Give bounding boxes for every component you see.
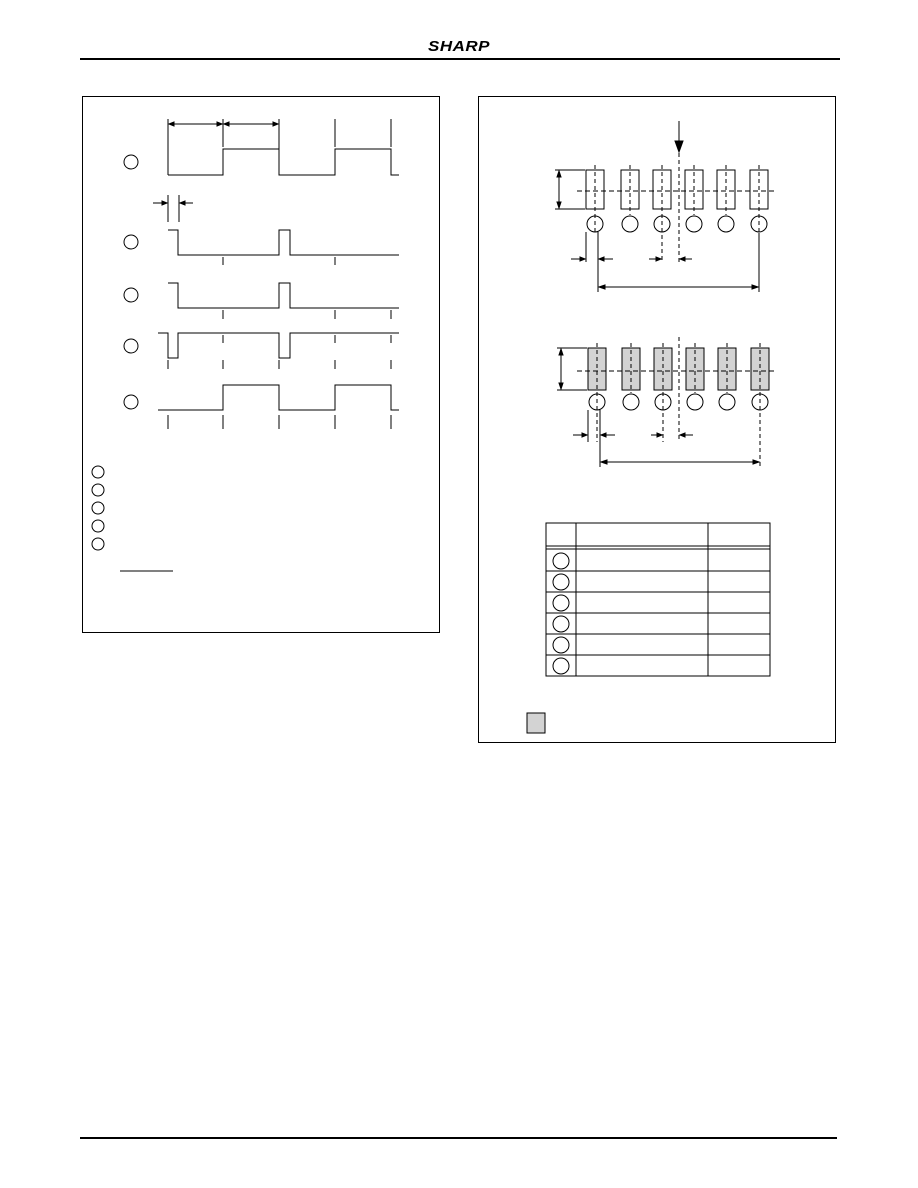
shaded-legend-swatch <box>527 713 545 733</box>
cell-top-1 <box>586 165 604 232</box>
cell-bottom-1 <box>588 343 606 442</box>
legend-marker-5 <box>92 538 104 550</box>
legend-marker-4 <box>92 520 104 532</box>
legend <box>92 466 173 571</box>
sharp-logo-graphic <box>0 34 918 58</box>
waveform-row-3-marker <box>124 288 138 302</box>
waveform-row-5 <box>158 385 399 410</box>
legend-marker-1 <box>92 466 104 478</box>
cell-bottom-4 <box>686 343 704 410</box>
bottom-reference-ticks <box>168 415 391 429</box>
cell-top-5 <box>717 165 735 232</box>
waveform-row-1 <box>168 149 399 175</box>
footer-rule <box>80 1137 837 1139</box>
table-row-6-marker <box>553 658 569 674</box>
cell-top-6 <box>750 165 768 232</box>
table-row-1-marker <box>553 553 569 569</box>
legend-marker-3 <box>92 502 104 514</box>
table-row-5-marker <box>553 637 569 653</box>
waveform-row-3 <box>168 283 399 308</box>
header-rule <box>80 58 840 60</box>
cell-top-3 <box>653 165 671 262</box>
waveform-row-4-marker <box>124 339 138 353</box>
table-row-2-marker <box>553 574 569 590</box>
timing-diagram <box>83 97 441 634</box>
cell-bottom-6 <box>751 343 769 467</box>
waveform-row-4 <box>158 333 399 358</box>
legend-marker-2 <box>92 484 104 496</box>
bottom-cell-row <box>557 337 775 467</box>
layout-diagram <box>479 97 837 744</box>
direction-arrow <box>675 121 683 152</box>
waveform-row-2-marker <box>124 235 138 249</box>
cell-bottom-5 <box>718 343 736 410</box>
waveform-row-1-marker <box>124 155 138 169</box>
table-row-3-marker <box>553 595 569 611</box>
cell-top-2 <box>621 165 639 232</box>
cell-bottom-2 <box>622 343 640 410</box>
timing-diagram-panel <box>82 96 440 633</box>
waveform-row-2 <box>168 230 399 255</box>
pulse-width-dimension <box>153 195 193 222</box>
cell-bottom-3 <box>654 343 672 442</box>
top-cell-row <box>555 153 775 292</box>
brand-name: SHARP <box>428 39 490 55</box>
cell-top-4 <box>685 165 703 232</box>
table-row-4-marker <box>553 616 569 632</box>
layout-diagram-panel <box>478 96 836 743</box>
pin-table <box>546 523 770 676</box>
waveform-row-5-marker <box>124 395 138 409</box>
